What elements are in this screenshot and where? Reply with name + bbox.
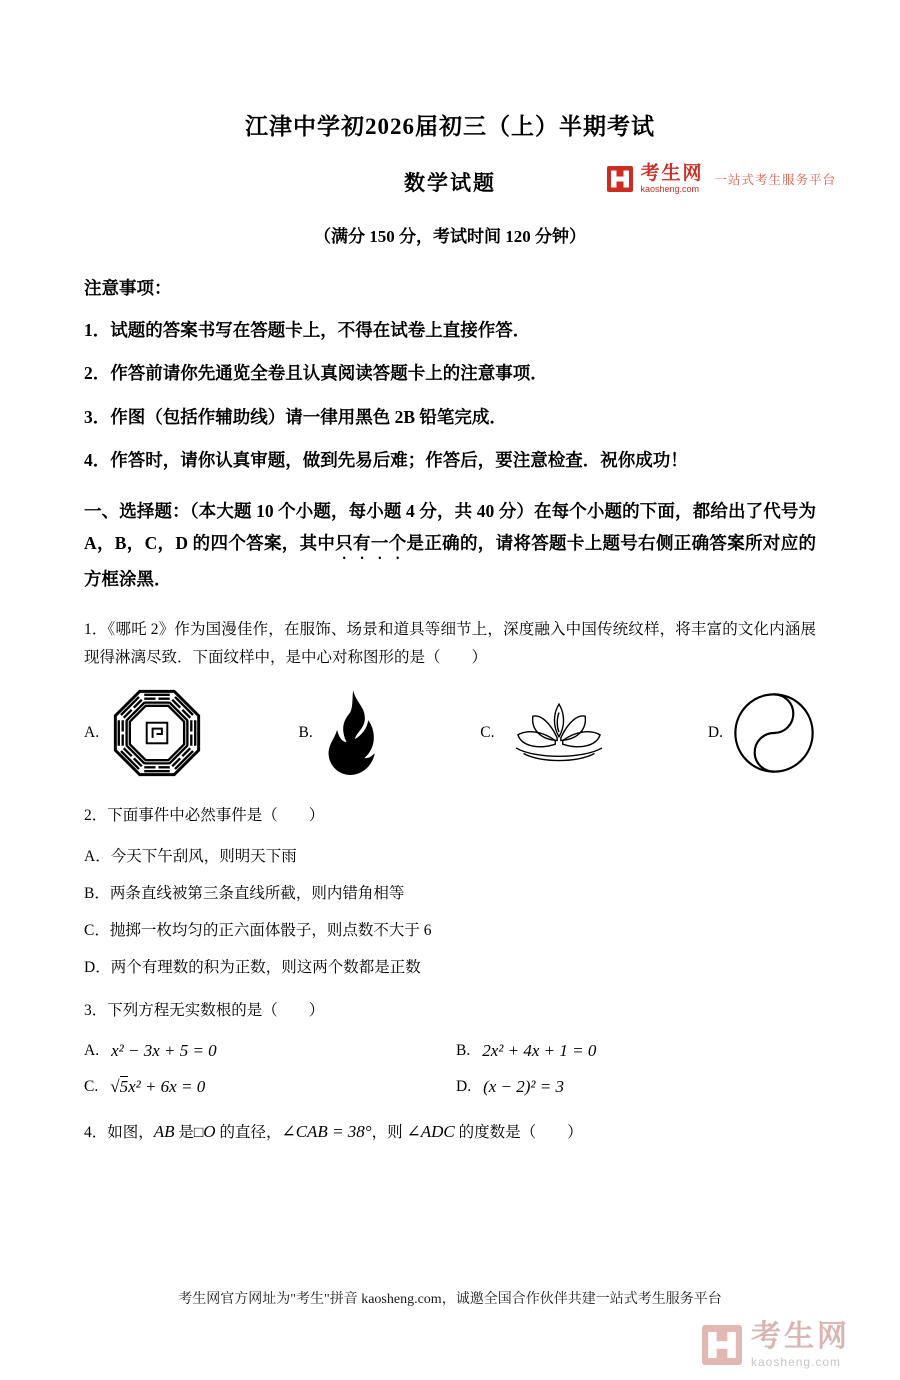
site-brand bbox=[607, 164, 836, 194]
question-1-text: 1．《哪吒 2》作为国漫佳作，在服饰、场景和道具等细节上，深度融入中国传统纹样，将丰富的文化内涵展现得淋漓尽致．下面纹样中，是中心对称图形的是（ ） bbox=[84, 620, 816, 666]
q3-option-a-label: A. bbox=[84, 1042, 100, 1060]
q4-angle-CAB: ∠CAB = 38° bbox=[281, 1122, 372, 1142]
brand-domain: kaosheng.com bbox=[640, 184, 700, 194]
q3-radicand: 5 bbox=[119, 1077, 129, 1097]
q4-part-5: 的直径， bbox=[215, 1124, 282, 1142]
q3-option-c-label: C. bbox=[84, 1078, 99, 1096]
brand-tagline: 一站式考生服务平台 bbox=[714, 173, 836, 187]
q3-option-c bbox=[84, 1077, 456, 1097]
flame-pattern-image bbox=[322, 688, 388, 778]
exam-subtitle: 数学试题 bbox=[404, 171, 496, 195]
question-4-text bbox=[84, 1117, 816, 1148]
q1-option-b-label: B. bbox=[298, 723, 313, 741]
notice-item-4: 4．作答时，请你认真审题，做到先易后难；作答后，要注意检查．祝你成功！ bbox=[84, 449, 688, 470]
lotus-pattern-image bbox=[503, 698, 615, 768]
question-1-figures bbox=[84, 684, 816, 782]
watermark-logo-icon bbox=[702, 1325, 742, 1365]
q1-option-a-label: A. bbox=[84, 723, 100, 741]
q1-option-d-label: D. bbox=[707, 723, 723, 741]
bagua-pattern-image bbox=[108, 684, 206, 782]
q3-option-a bbox=[84, 1041, 456, 1061]
q2-option-c: C．抛掷一枚均匀的正六面体骰子，则点数不大于 6 bbox=[84, 922, 432, 940]
section1-intro-part1: 一、选择题：（本大题 10 个小题，每小题 4 分，共 40 分）在每个小题的下面，都给出了代号为 A，B，C，D 的四个答案，其中 bbox=[84, 501, 816, 554]
section1-intro-emphasis: 只有一个 bbox=[335, 533, 407, 554]
watermark-domain: kaosheng.com bbox=[751, 1355, 842, 1369]
q3-sqrt-sign: √ bbox=[110, 1077, 120, 1097]
q1-option-d bbox=[708, 691, 816, 775]
notice-item-3: 3．作图（包括作辅助线）请一律用黑色 2B 铅笔完成． bbox=[84, 406, 507, 427]
exam-paper bbox=[0, 108, 900, 1148]
notice-item-2: 2．作答前请你先通览全卷且认真阅读答题卡上的注意事项． bbox=[84, 363, 548, 384]
watermark-text-block bbox=[751, 1322, 850, 1368]
q1-option-c-label: C. bbox=[480, 723, 495, 741]
kaosheng-logo-icon bbox=[607, 166, 633, 192]
section1-intro-part3: 是正确的，请将答题卡上题号右侧正确答案所对应的方框涂黑． bbox=[84, 533, 817, 590]
q3-option-b-label: B. bbox=[456, 1042, 471, 1060]
notices-heading: 注意事项： bbox=[84, 278, 172, 298]
q4-part-3: 是□ bbox=[174, 1124, 204, 1142]
question-3-text: 3．下列方程无实数根的是（ ） bbox=[84, 1002, 325, 1020]
q4-segment-AB: AB bbox=[153, 1122, 175, 1142]
q3-row-1 bbox=[84, 1041, 816, 1061]
brand-text-block bbox=[640, 164, 703, 194]
q3-option-b bbox=[456, 1041, 596, 1061]
q3-option-d-formula: (x − 2)² = 3 bbox=[483, 1077, 564, 1097]
q3-option-a-formula: x² − 3x + 5 = 0 bbox=[111, 1041, 217, 1061]
q3-option-d-label: D. bbox=[456, 1078, 472, 1096]
q3-option-b-formula: 2x² + 4x + 1 = 0 bbox=[482, 1041, 597, 1061]
q3-option-d bbox=[456, 1077, 564, 1097]
notice-item-1: 1．试题的答案书写在答题卡上，不得在试卷上直接作答． bbox=[84, 320, 531, 340]
exam-title: 江津中学初2026届初三（上）半期考试 bbox=[245, 114, 655, 139]
q2-option-a: A．今天下午刮风，则明天下雨 bbox=[84, 848, 297, 866]
q1-option-a bbox=[84, 684, 206, 782]
page-footer-text: 考生网官方网址为"考生"拼音 kaosheng.com，诚邀全国合作伙伴共建一站式考生服务平台 bbox=[178, 1292, 722, 1307]
q2-option-b: B．两条直线被第三条直线所截，则内错角相等 bbox=[84, 885, 405, 903]
brand-name: 考生网 bbox=[640, 163, 704, 184]
q2-option-d: D．两个有理数的积为正数，则这两个数都是正数 bbox=[84, 959, 421, 977]
q3-option-c-formula bbox=[110, 1077, 205, 1097]
q1-option-c bbox=[480, 698, 615, 768]
q1-option-b bbox=[299, 688, 388, 778]
q4-circle-O: O bbox=[203, 1122, 216, 1142]
q3-option-c-rest: x² + 6x = 0 bbox=[128, 1077, 206, 1097]
q4-part-7: ，则 bbox=[371, 1124, 407, 1142]
q3-row-2 bbox=[84, 1077, 816, 1097]
q4-angle-ADC: ∠ADC bbox=[406, 1122, 455, 1142]
q4-part-1: 4．如图， bbox=[84, 1124, 154, 1142]
taiji-pattern-image bbox=[732, 691, 816, 775]
watermark-name: 考生网 bbox=[751, 1320, 850, 1353]
q4-part-9: 的度数是（ ） bbox=[454, 1124, 583, 1142]
section1-intro bbox=[84, 495, 816, 596]
question-2-text: 2．下面事件中必然事件是（ ） bbox=[84, 806, 325, 824]
exam-meta: （满分 150 分，考试时间 120 分钟） bbox=[314, 227, 586, 246]
watermark-brand bbox=[702, 1322, 850, 1368]
